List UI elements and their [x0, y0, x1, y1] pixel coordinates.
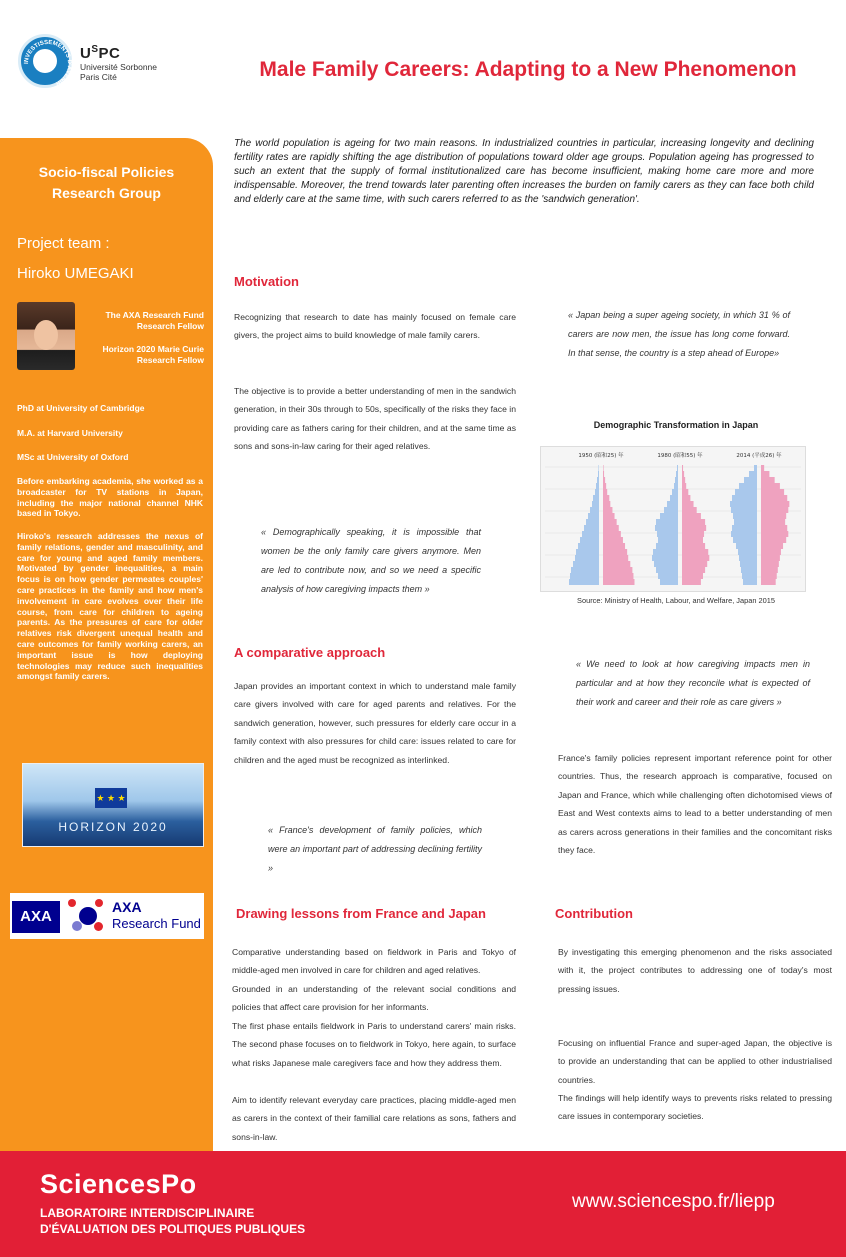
pyramid-female-bar [682, 579, 701, 585]
pyramid-female-bar [682, 465, 683, 471]
horizon-2020-logo [22, 763, 204, 847]
degree-phd: PhD at University of Cambridge [17, 403, 145, 413]
pyramid-female-bar [682, 507, 697, 513]
motivation-p1: Recognizing that research to date has mainly focused on female care givers, the project aims to build knowledge of male family carers. [234, 312, 516, 341]
pyramid-male-bar [660, 513, 678, 519]
pyramid-female-bar [761, 489, 784, 495]
pyramid-male-bar [672, 489, 678, 495]
researcher-name: Hiroko UMEGAKI [17, 265, 134, 282]
pyramid-male-bar [744, 477, 757, 483]
pyramid-female-bar [761, 471, 769, 477]
pyramid-male-bar [732, 495, 757, 501]
fellowship-axa: The AXA Research Fund Research Fellow [105, 310, 204, 331]
pyramid-male-bar [731, 507, 757, 513]
fellowship-horizon: Horizon 2020 Marie Curie Research Fellow [102, 344, 204, 365]
pyramid-male-bar [742, 573, 757, 579]
pyramid-male-bar [576, 549, 599, 555]
pyramid-female-bar [682, 495, 690, 501]
pyramid-male-bar [582, 531, 599, 537]
pyramid-female-bar [761, 531, 788, 537]
sciencespo-logo: SciencesPo [40, 1169, 197, 1199]
uspc-logo: $U^SPC$ Université Sorbonne Paris Cité [80, 44, 158, 82]
pyramid-female-bar [603, 549, 627, 555]
pyramid-male-bar [658, 573, 678, 579]
pyramid-male-bar [656, 567, 678, 573]
pyramid-male-bar [664, 507, 678, 513]
lessons-heading: Drawing lessons from France and Japan [236, 906, 486, 921]
uspc-line-2: Paris Cité [80, 72, 117, 82]
pyramid-male-bar [599, 465, 600, 471]
pyramid-male-bar [590, 507, 599, 513]
pyramid-female-bar [682, 477, 685, 483]
axa-brand: AXA [112, 899, 142, 915]
pyramid-female-bar [761, 525, 787, 531]
pyramid-male-bar [573, 561, 599, 567]
pyramid-male-bar [738, 549, 757, 555]
bio-career: Before embarking academia, she worked as a broadcaster for TV stations in Japan, including the major national channel NHK based in Tokyo. [17, 476, 203, 519]
pyramid-female-bar [682, 537, 703, 543]
pyramid-female-bar [603, 567, 632, 573]
pyramid-female-bar [682, 483, 686, 489]
pyramid-male-bar [570, 573, 599, 579]
axa-box-logo: AXA [12, 901, 60, 933]
pyramid-female-bar [603, 579, 635, 585]
pyramid-male-bar [731, 531, 757, 537]
axa-research-fund-logo [10, 893, 204, 939]
pyramid-male-bar [674, 483, 678, 489]
chart-title: Demographic Transformation in Japan [593, 420, 759, 430]
pyramid-female-bar [761, 537, 786, 543]
pyramid-male-bar [754, 465, 757, 471]
pyramid-male-bar [740, 561, 757, 567]
pyramid-female-bar [761, 561, 779, 567]
pyramid-male-bar [597, 477, 599, 483]
pyramid-female-bar [603, 489, 607, 495]
pyramid-male-bar [593, 495, 599, 501]
pyramid-female-bar [761, 501, 789, 507]
pyramid-male-bar [654, 561, 678, 567]
pyramid-male-bar [578, 543, 599, 549]
pyramid-male-bar [660, 579, 678, 585]
pyramid-male-bar [735, 489, 757, 495]
pyramid-female-bar [761, 495, 787, 501]
pyramid-female-bar [682, 501, 694, 507]
chart-source: Source: Ministry of Health, Labour, and Welfare, Japan 2015 [577, 596, 775, 605]
pyramid-female-bar [603, 555, 628, 561]
pyramid-female-bar [682, 573, 703, 579]
pyramid-female-bar [761, 567, 778, 573]
footer [0, 1151, 846, 1257]
pyramid-male-bar [595, 489, 599, 495]
pyramid-female-bar [761, 465, 764, 471]
eu-flag-icon: ★ ★ ★ [95, 788, 127, 808]
comparative-quote-right: « We need to look at how caregiving impacts men in particular and at how they reconcile what is expected of their work and career and their role as care givers » [576, 659, 810, 707]
pyramid-female-bar [761, 477, 775, 483]
researcher-photo [17, 302, 75, 370]
pyramid-male-bar [592, 501, 599, 507]
lessons-p2: Grounded in an understanding of the relevant social conditions and policies that affect care provision for her informants. [232, 984, 516, 1013]
degree-ma: M.A. at Harvard University [17, 428, 123, 438]
website-link[interactable]: www.sciencespo.fr/liepp [572, 1191, 775, 1212]
comparative-quote: « France's development of family policies, which were an important part of addressing declining fertility » [268, 825, 482, 873]
research-group-title: Socio-fiscal Policies Research Group [38, 164, 175, 201]
sidebar [0, 138, 213, 1151]
population-pyramid-chart [540, 446, 806, 592]
pyramid-male-bar [670, 495, 678, 501]
comparative-heading: A comparative approach [234, 645, 386, 660]
bio-research: Hiroko's research addresses the nexus of family relations, gender and masculinity, and care for young and aged family members. Motivated by gender inequalities, a main focus is on how gender permeates couples' care practices in the family and how men's involvement in care evolves over their life course, from care for children to ageing parents. As the pressures of care for older relatives risk divergent unequal health and care outcomes for family working carers, an important issue is how deploying technologies may reduce such inequalities amongst family carers. [17, 531, 203, 682]
pyramid-female-bar [682, 567, 705, 573]
lab-name-line1: LABORATOIRE INTERDISCIPLINAIRE [40, 1206, 255, 1220]
pyramid-male-bar [584, 525, 599, 531]
svg-text:INVESTISSEMENTS D'AVENIR: INVESTISSEMENTS D'AVENIR [23, 39, 73, 87]
pyramid-male-bar [733, 513, 757, 519]
pyramid-male-bar [571, 567, 599, 573]
pyramid-male-bar [656, 519, 678, 525]
pyramid-male-bar [588, 513, 599, 519]
uspc-line-1: Université Sorbonne [80, 62, 158, 72]
logo-ring-text [21, 37, 73, 87]
horizon-text: HORIZON 2020 [58, 820, 168, 834]
degree-msc: MSc at University of Oxford [17, 452, 129, 462]
pyramid-male-bar [749, 471, 757, 477]
pyramid-female-bar [603, 507, 612, 513]
lab-name-line2: D'ÉVALUATION DES POLITIQUES PUBLIQUES [40, 1222, 306, 1236]
motivation-quote: « Demographically speaking, it is impossible that women be the only family care givers anymore. Men are led to contribute now, and so we need a specific analysis of how caregiving impacts them » [261, 527, 481, 594]
pyramid-female-bar [761, 579, 776, 585]
pyramid-female-bar [682, 519, 705, 525]
pyramid-female-bar [603, 495, 609, 501]
pyramid-female-bar [761, 513, 786, 519]
pyramid-female-bar [603, 501, 610, 507]
pyramid-female-bar [761, 519, 785, 525]
axa-dots-icon [66, 897, 110, 935]
pyramid-female-bar [603, 537, 623, 543]
pyramid-male-bar [658, 537, 678, 543]
motivation-quote-right: « Japan being a super ageing society, in which 31 % of carers are now men, the issue has long come forward. In that sense, the country is a step ahead of Europe» [568, 310, 790, 358]
pyramid-male-bar [733, 537, 757, 543]
contribution-p3: The findings will help identify ways to prevents risks related to pressing care issues in contemporary societies. [558, 1093, 832, 1122]
pyramid-year-label: 1950 (昭和25) 年 [578, 453, 624, 459]
pyramid-female-bar [603, 483, 606, 489]
pyramid-male-bar [598, 471, 599, 477]
pyramid-year-label: 1980 (昭和55) 年 [657, 453, 703, 459]
pyramid-male-bar [677, 465, 678, 471]
pyramid-female-bar [761, 573, 777, 579]
pyramid-female-bar [682, 561, 707, 567]
pyramid-female-bar [761, 555, 780, 561]
pyramid-female-bar [761, 483, 780, 489]
pyramid-male-bar [586, 519, 599, 525]
pyramid-female-bar [603, 519, 617, 525]
pyramid-male-bar [730, 501, 757, 507]
lessons-p1: Comparative understanding based on fieldwork in Paris and Tokyo of middle-aged men involved in care for children and aged relatives. [232, 947, 516, 976]
contribution-p1: By investigating this emerging phenomenon and the risks associated with it, the project contributes to addressing one of today's most pressing issues. [558, 947, 832, 994]
pyramid-male-bar [655, 525, 678, 531]
project-team-label: Project team : [17, 235, 110, 252]
pyramid-male-bar [743, 579, 757, 585]
lessons-p3: The first phase entails fieldwork in Paris to understand carers' main risks. The second phase focuses on to fieldwork in Tokyo, here again, to surface what risks Japanese male caregivers face and how they address them. [232, 1021, 516, 1068]
pyramid-female-bar [761, 543, 783, 549]
pyramid-female-bar [603, 471, 604, 477]
pyramid-female-bar [603, 543, 625, 549]
pyramid-male-bar [676, 471, 678, 477]
intro-paragraph: The world population is ageing for two main reasons. In industrialized countries in particular, increasing longevity and declining fertility rates are rapidly shifting the age distribution of populations toward older age groups. Population ageing has progressed to such an extent that the supply of formal institutionalized care has become insufficient, making home care more and more indispensable. Moreover, the trend towards later parenting often increases the burden on family carers as they can face both child and elderly care at the same time, with such carers referred to as the 'sandwich generation'. [234, 138, 814, 205]
pyramid-female-bar [682, 489, 688, 495]
pyramid-male-bar [652, 555, 678, 561]
pyramid-male-bar [739, 483, 757, 489]
pyramid-female-bar [603, 477, 605, 483]
contribution-heading: Contribution [555, 906, 633, 921]
motivation-heading: Motivation [234, 274, 299, 289]
contribution-p2: Focusing on influential France and super-aged Japan, the objective is to provide an understanding that can be applied to other industrialised countries. [558, 1038, 832, 1085]
pyramid-male-bar [653, 549, 678, 555]
pyramid-male-bar [569, 579, 599, 585]
pyramid-female-bar [761, 549, 781, 555]
pyramid-female-bar [682, 543, 705, 549]
logo-ring-svg [21, 37, 75, 91]
pyramid-female-bar [603, 561, 630, 567]
pyramid-female-bar [682, 555, 709, 561]
comparative-p1: Japan provides an important context in which to understand male family care givers involved with care for aged parents and relatives. For the sandwich generation, however, such pressures for elderly care occur in a family context with also pressures for child care: issues related to care for children and the aged must be recognized as interlinked. [234, 681, 516, 765]
pyramid-male-bar [732, 525, 757, 531]
pyramid-male-bar [656, 543, 678, 549]
axa-fund-label: Research Fund [112, 916, 201, 931]
pyramid-female-bar [761, 507, 788, 513]
pyramid-male-bar [675, 477, 678, 483]
pyramid-male-bar [739, 555, 757, 561]
pyramid-female-bar [682, 471, 684, 477]
pyramid-male-bar [734, 519, 757, 525]
pyramid-year-label: 2014 (平成26) 年 [736, 453, 782, 459]
pyramid-female-bar [682, 513, 701, 519]
lessons-p4: Aim to identify relevant everyday care practices, placing middle-aged men as carers in the context of their familial care relations as sons, fathers and sons-in-law. [232, 1095, 516, 1142]
pyramid-female-bar [603, 465, 604, 471]
pyramid-male-bar [596, 483, 599, 489]
pyramid-male-bar [657, 531, 678, 537]
pyramid-female-bar [682, 525, 706, 531]
pyramid-female-bar [603, 525, 619, 531]
pyramid-female-bar [603, 531, 621, 537]
investissements-avenir-logo [18, 34, 72, 88]
comparative-p2: France's family policies represent important reference point for other countries. Thus, the research approach is comparative, focused on Japan and France, which while challenging often dichotomised views of East and West contexts aims to lead to a better understanding of men as carers across generations in their families and the concomitant risks they face. [558, 753, 832, 856]
pyramid-female-bar [603, 573, 633, 579]
pyramid-male-bar [736, 543, 757, 549]
pyramid-svg [541, 447, 805, 591]
pyramid-male-bar [741, 567, 757, 573]
pyramid-female-bar [682, 549, 708, 555]
pyramid-female-bar [603, 513, 615, 519]
motivation-p2: The objective is to provide a better understanding of men in the sandwich generation, in their 30s through to 50s, specifically of the risks they face in providing care as fathers caring for their children, and at the same time as sons and sons-in-law caring for their aged relatives. [234, 386, 516, 452]
pyramid-male-bar [575, 555, 599, 561]
pyramid-male-bar [667, 501, 678, 507]
pyramid-female-bar [682, 531, 704, 537]
page-title: Male Family Careers: Adapting to a New Phenomenon [259, 58, 797, 81]
pyramid-male-bar [580, 537, 599, 543]
